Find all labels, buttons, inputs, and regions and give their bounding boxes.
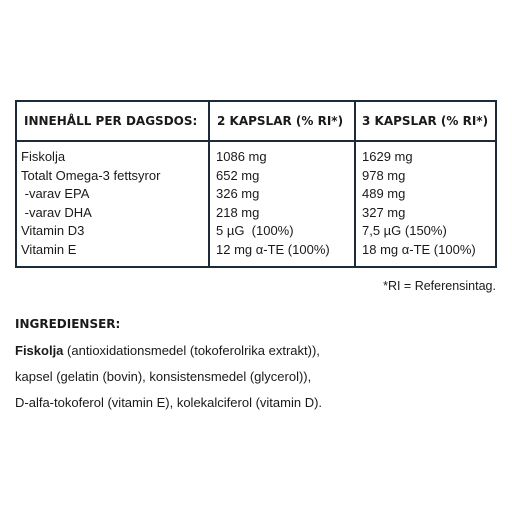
nutrient-name: Totalt Omega-3 fettsyror [21, 167, 161, 183]
nutrient-name-column [21, 148, 160, 260]
nutrition-table [15, 100, 497, 268]
amount-two-capsules: 652 mg [216, 167, 260, 183]
ingredient-text: (antioxidationsmedel (tokoferolrika extrakt)), [63, 343, 320, 358]
amount-three-capsules: 327 mg [362, 204, 406, 220]
three-capsules-column [362, 148, 476, 260]
amount-three-capsules: 18 mg α-TE (100%) [362, 241, 476, 257]
amount-three-capsules: 489 mg [362, 186, 406, 202]
amount-two-capsules: 218 mg [216, 204, 260, 220]
nutrient-name: Vitamin D3 [21, 223, 85, 239]
amount-three-capsules: 978 mg [362, 167, 406, 183]
amount-two-capsules: 5 µG (100%) [216, 223, 294, 239]
amount-two-capsules: 1086 mg [216, 149, 267, 164]
amount-two-capsules: 12 mg α-TE (100%) [216, 241, 330, 257]
header-three-capsules: 3 KAPSLAR (% RI*) [362, 114, 489, 128]
nutrient-name: Fiskolja [21, 149, 66, 164]
reference-intake-footnote: *RI = Referensintag. [383, 279, 496, 293]
column-divider [354, 102, 356, 266]
amount-three-capsules: 7,5 µG (150%) [362, 223, 447, 239]
two-capsules-column [216, 148, 330, 260]
ingredients-heading: INGREDIENSER: [15, 317, 121, 331]
nutrient-name: -varav DHA [21, 204, 92, 220]
nutrient-name: -varav EPA [21, 186, 90, 202]
ingredients-line: kapsel (gelatin (bovin), konsistensmedel (glycerol)), [15, 369, 312, 384]
column-divider [208, 102, 210, 266]
ingredient-fish-oil: Fiskolja [15, 343, 64, 358]
header-content-per-dose: INNEHÅLL PER DAGSDOS: [24, 114, 198, 128]
header-two-capsules: 2 KAPSLAR (% RI*) [217, 114, 344, 128]
nutrient-name: Vitamin E [21, 241, 77, 257]
ingredients-line: D-alfa-tokoferol (vitamin E), kolekalciferol (vitamin D). [15, 395, 323, 410]
ingredients-line [15, 343, 320, 358]
amount-three-capsules: 1629 mg [362, 149, 413, 164]
amount-two-capsules: 326 mg [216, 186, 260, 202]
